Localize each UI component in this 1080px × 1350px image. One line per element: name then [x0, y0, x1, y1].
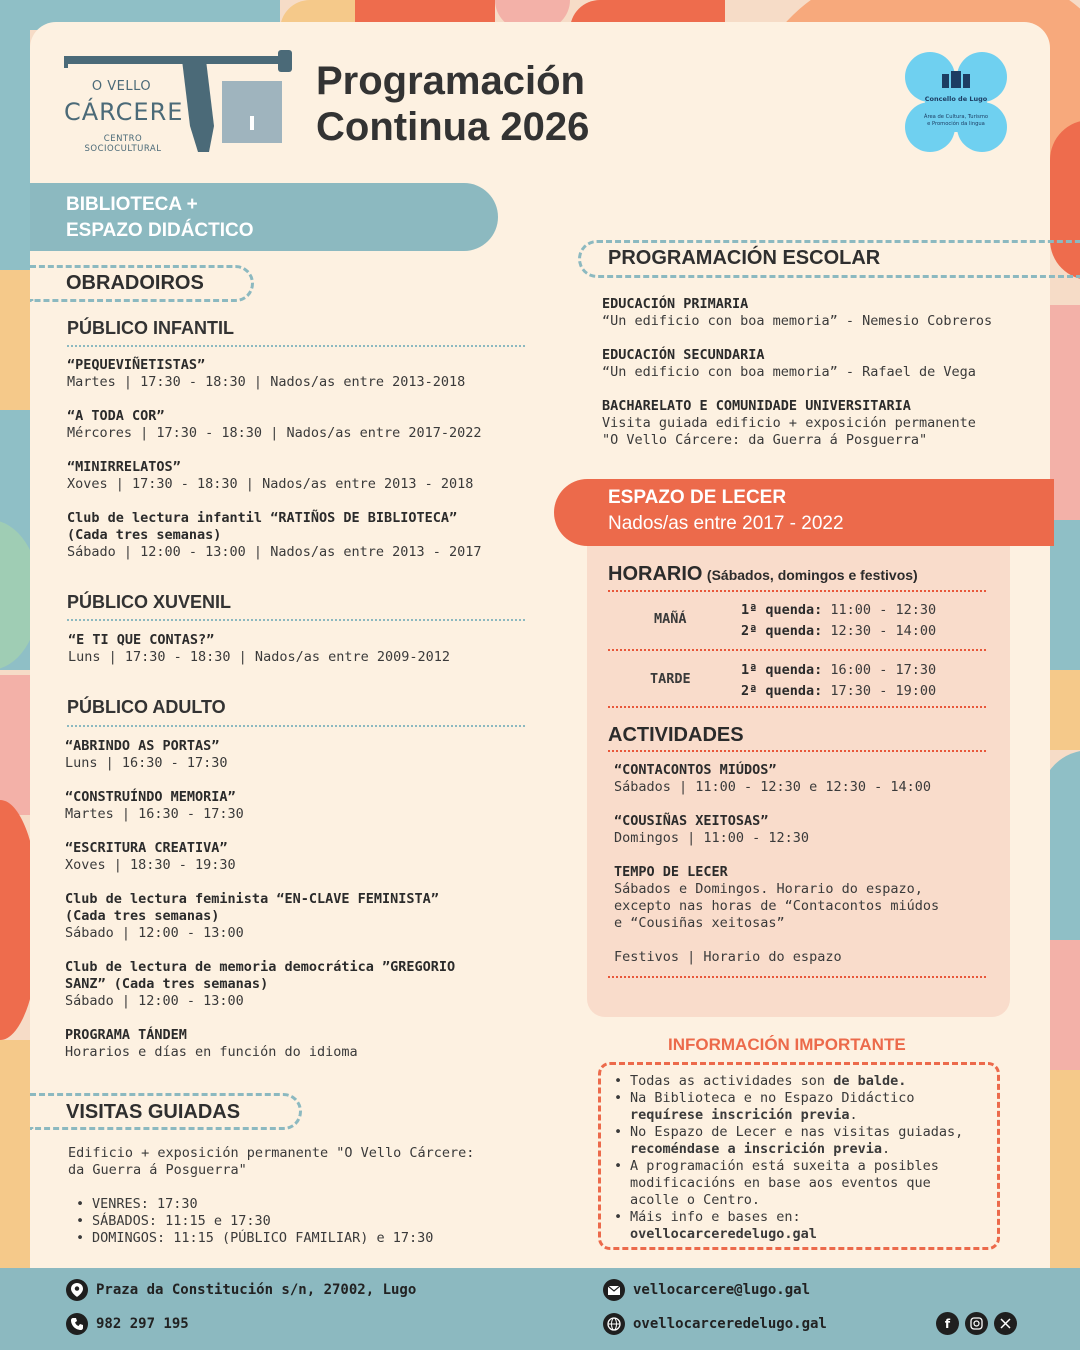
- info-text: Na Biblioteca e no Espazo Didáctico: [630, 1090, 915, 1106]
- info-title: INFORMACIÓN IMPORTANTE: [668, 1035, 906, 1054]
- shift-label: 1ª quenda:: [741, 662, 823, 678]
- info-bullet: [612, 1209, 963, 1243]
- biblioteca-title-line1: BIBLIOTECA +: [66, 194, 198, 215]
- logo-line2: CÁRCERE: [64, 98, 184, 126]
- obradoiros-label: OBRADOIROS: [66, 272, 204, 294]
- email-text: vellocarcere@lugo.gal: [633, 1282, 811, 1298]
- biblioteca-title: [66, 192, 254, 244]
- address: [66, 1279, 416, 1301]
- concello-dept-line1: Área de Cultura, Turismo: [923, 114, 989, 120]
- info-bullet: • No Espazo de Lecer e nas visitas guiadas, recoméndase a inscrición previa.: [612, 1124, 963, 1158]
- website[interactable]: [603, 1313, 827, 1335]
- item-name: “A TODA COR”: [67, 408, 165, 424]
- item-detail: Visita guiada edificio + exposición permanente: [602, 415, 976, 431]
- mail-icon: [603, 1279, 625, 1301]
- festivos-note: Festivos | Horario do espazo: [614, 949, 842, 965]
- item-detail: Martes | 16:30 - 17:30: [65, 806, 244, 822]
- item-name-cont: (Cada tres semanas): [65, 908, 220, 924]
- list-item: [67, 357, 465, 391]
- item-detail: Xoves | 17:30 - 18:30 | Nados/as entre 2013 - 2018: [67, 476, 474, 492]
- divider: [608, 750, 986, 752]
- info-text: acolle o Centro.: [630, 1192, 761, 1208]
- horario-heading: [608, 563, 918, 586]
- horario-label: HORARIO: [608, 563, 703, 585]
- divider: [67, 345, 525, 347]
- mana-label: MAÑÁ: [654, 611, 687, 627]
- item-detail: Sábados | 11:00 - 12:30 e 12:30 - 14:00: [614, 779, 931, 795]
- info-link[interactable]: ovellocarceredelugo.gal: [630, 1226, 817, 1242]
- info-emphasis: recoméndase a inscrición previa: [630, 1141, 882, 1157]
- visitas-label: VISITAS GUIADAS: [66, 1101, 241, 1123]
- item-detail: “Un edificio con boa memoria” - Rafael de Vega: [602, 364, 976, 380]
- x-icon[interactable]: [994, 1312, 1017, 1335]
- lecer-title: ESPAZO DE LECER: [608, 487, 787, 508]
- list-item: [614, 864, 939, 932]
- web-text: ovellocarceredelugo.gal: [633, 1316, 827, 1332]
- shift-time: 11:00 - 12:30: [830, 602, 937, 618]
- location-pin-icon: [66, 1279, 88, 1301]
- globe-icon: [603, 1313, 625, 1335]
- item-detail: Sábado | 12:00 - 13:00: [65, 925, 244, 941]
- item-name: BACHARELATO E COMUNIDADE UNIVERSITARIA: [602, 398, 911, 414]
- decor-shape: [1050, 520, 1080, 670]
- instagram-icon[interactable]: [965, 1312, 988, 1335]
- visita-time: • VENRES: 17:30: [74, 1196, 433, 1213]
- decor-shape: [1050, 940, 1080, 1070]
- item-name: “CONTACONTOS MIÚDOS”: [614, 762, 777, 778]
- item-name: PROGRAMA TÁNDEM: [65, 1027, 187, 1043]
- shift-label: 2ª quenda:: [741, 623, 823, 639]
- item-name: “ABRINDO AS PORTAS”: [65, 738, 220, 754]
- list-item: [602, 296, 992, 330]
- item-name: “MINIRRELATOS”: [67, 459, 181, 475]
- page-title: [316, 58, 589, 150]
- list-item: [602, 398, 976, 449]
- phone-text: 982 297 195: [96, 1316, 189, 1332]
- address-text: Praza da Constitución s/n, 27002, Lugo: [96, 1282, 417, 1298]
- list-item: [614, 762, 931, 796]
- facebook-icon[interactable]: f: [936, 1312, 959, 1335]
- infantil-heading: PÚBLICO INFANTIL: [67, 318, 234, 338]
- list-item: [614, 813, 809, 847]
- horario-note: (Sábados, domingos e festivos): [706, 567, 918, 583]
- item-detail: Domingos | 11:00 - 12:30: [614, 830, 810, 846]
- item-detail: Sábado | 12:00 - 13:00: [65, 993, 244, 1009]
- item-detail: excepto nas horas de “Contacontos miúdos: [614, 898, 940, 914]
- item-detail: Horarios e días en función do idioma: [65, 1044, 358, 1060]
- item-name: EDUCACIÓN PRIMARIA: [602, 296, 749, 312]
- item-detail: Sábado | 12:00 - 13:00 | Nados/as entre 2013 - 2017: [67, 544, 482, 560]
- shift-time: 16:00 - 17:30: [830, 662, 937, 678]
- list-item: [68, 632, 450, 666]
- item-detail: Mércores | 17:30 - 18:30 | Nados/as entre 2017-2022: [67, 425, 482, 441]
- logo-line1: O VELLO: [91, 79, 152, 94]
- mana-schedule: [741, 600, 936, 642]
- item-name: “CONSTRUÍNDO MEMORIA”: [65, 789, 236, 805]
- xuvenil-heading: PÚBLICO XUVENIL: [67, 592, 232, 612]
- decor-shape: [0, 675, 30, 815]
- divider: [608, 706, 986, 708]
- item-detail: Martes | 17:30 - 18:30 | Nados/as entre 2013-2018: [67, 374, 466, 390]
- visitas-times: [74, 1196, 433, 1247]
- concello-dept: [915, 114, 997, 127]
- decor-shape: [1050, 1070, 1080, 1270]
- visitas-desc-line2: da Guerra á Posguerra": [68, 1162, 247, 1178]
- item-name: Club de lectura infantil “RATIÑOS DE BIBLIOTECA”: [67, 510, 458, 526]
- list-item: [67, 510, 482, 561]
- item-detail: “Un edificio con boa memoria” - Nemesio Cobreros: [602, 313, 993, 329]
- item-detail: Luns | 17:30 - 18:30 | Nados/as entre 2009-2012: [68, 649, 451, 665]
- decor-shape: [1050, 670, 1080, 750]
- list-item: [65, 738, 228, 772]
- concello-logo: [905, 52, 1007, 152]
- item-name: Club de lectura de memoria democrática ”GREGORIO: [65, 959, 456, 975]
- item-name: Club de lectura feminista “EN-CLAVE FEMINISTA”: [65, 891, 439, 907]
- item-name-cont: (Cada tres semanas): [67, 527, 222, 543]
- shift-time: 12:30 - 14:00: [830, 623, 937, 639]
- info-text: A programación está suxeita a posibles: [630, 1158, 939, 1174]
- info-text: modificacións en base aos eventos que: [630, 1175, 931, 1191]
- phone-icon: [66, 1313, 88, 1335]
- biblioteca-title-line2: ESPAZO DIDÁCTICO: [66, 220, 254, 241]
- item-name: “COUSIÑAS XEITOSAS”: [614, 813, 769, 829]
- list-item: [67, 408, 482, 442]
- decor-shape: [0, 30, 30, 270]
- visitas-desc-line1: Edificio + exposición permanente "O Vello Cárcere:: [68, 1145, 475, 1161]
- email[interactable]: [603, 1279, 810, 1301]
- item-name: EDUCACIÓN SECUNDARIA: [602, 347, 765, 363]
- list-item: [65, 789, 244, 823]
- list-item: [65, 840, 236, 874]
- tarde-label: TARDE: [650, 671, 691, 687]
- divider: [608, 590, 986, 592]
- phone[interactable]: [66, 1313, 189, 1335]
- item-detail: e “Cousiñas xeitosas”: [614, 915, 785, 931]
- info-text: Todas as actividades son: [630, 1073, 834, 1089]
- item-detail-cont: "O Vello Cárcere: da Guerra á Posguerra": [602, 432, 928, 448]
- escolar-label: PROGRAMACIÓN ESCOLAR: [608, 247, 881, 269]
- list-item: [65, 1027, 358, 1061]
- shift-time: 17:30 - 19:00: [830, 683, 937, 699]
- info-bullet: [612, 1158, 963, 1209]
- info-bullet: [612, 1073, 963, 1090]
- divider: [608, 976, 986, 978]
- title-line1: Programación: [316, 59, 585, 103]
- list-item: [67, 459, 473, 493]
- divider: [67, 725, 525, 727]
- item-name: “ESCRITURA CREATIVA”: [65, 840, 228, 856]
- tarde-schedule: [741, 660, 936, 702]
- item-detail: Xoves | 18:30 - 19:30: [65, 857, 236, 873]
- vello-carcere-logo: [64, 46, 294, 156]
- info-text: Máis info e bases en:: [630, 1209, 801, 1225]
- list-item: [602, 347, 976, 381]
- divider: [608, 649, 986, 651]
- visita-time: • SÁBADOS: 11:15 e 17:30: [74, 1213, 433, 1230]
- visita-time: • DOMINGOS: 11:15 (PÚBLICO FAMILIAR) e 17:30: [74, 1230, 433, 1247]
- item-detail: Luns | 16:30 - 17:30: [65, 755, 228, 771]
- info-bullet: • Na Biblioteca e no Espazo Didáctico requírese inscrición previa.: [612, 1090, 963, 1124]
- decor-shape: [0, 270, 30, 410]
- shift-label: 2ª quenda:: [741, 683, 823, 699]
- item-detail: Sábados e Domingos. Horario do espazo,: [614, 881, 923, 897]
- item-name: TEMPO DE LECER: [614, 864, 728, 880]
- decor-shape: [0, 1040, 30, 1270]
- item-name: “E TI QUE CONTAS?”: [68, 632, 215, 648]
- info-emphasis: de balde.: [833, 1073, 907, 1089]
- visitas-description: [68, 1145, 474, 1179]
- list-item: [65, 891, 439, 942]
- shift-label: 1ª quenda:: [741, 602, 823, 618]
- lecer-subtitle: Nados/as entre 2017 - 2022: [608, 513, 844, 534]
- info-emphasis: requírese inscrición previa: [630, 1107, 850, 1123]
- info-text: No Espazo de Lecer e nas visitas guiadas,: [630, 1124, 964, 1140]
- concello-name: Concello de Lugo: [924, 95, 988, 103]
- actividades-heading: ACTIVIDADES: [608, 724, 744, 746]
- item-name-cont: SANZ” (Cada tres semanas): [65, 976, 269, 992]
- item-name: “PEQUEVIÑETISTAS”: [67, 357, 206, 373]
- adulto-heading: PÚBLICO ADULTO: [67, 697, 226, 717]
- concello-dept-line2: e Promoción da lingua: [927, 120, 985, 127]
- logo-line3: CENTRO SOCIOCULTURAL: [84, 134, 162, 154]
- title-line2: Continua 2026: [316, 105, 590, 149]
- decor-shape: [1050, 305, 1080, 520]
- list-item: [65, 959, 455, 1010]
- divider: [67, 619, 525, 621]
- info-list: [612, 1073, 963, 1243]
